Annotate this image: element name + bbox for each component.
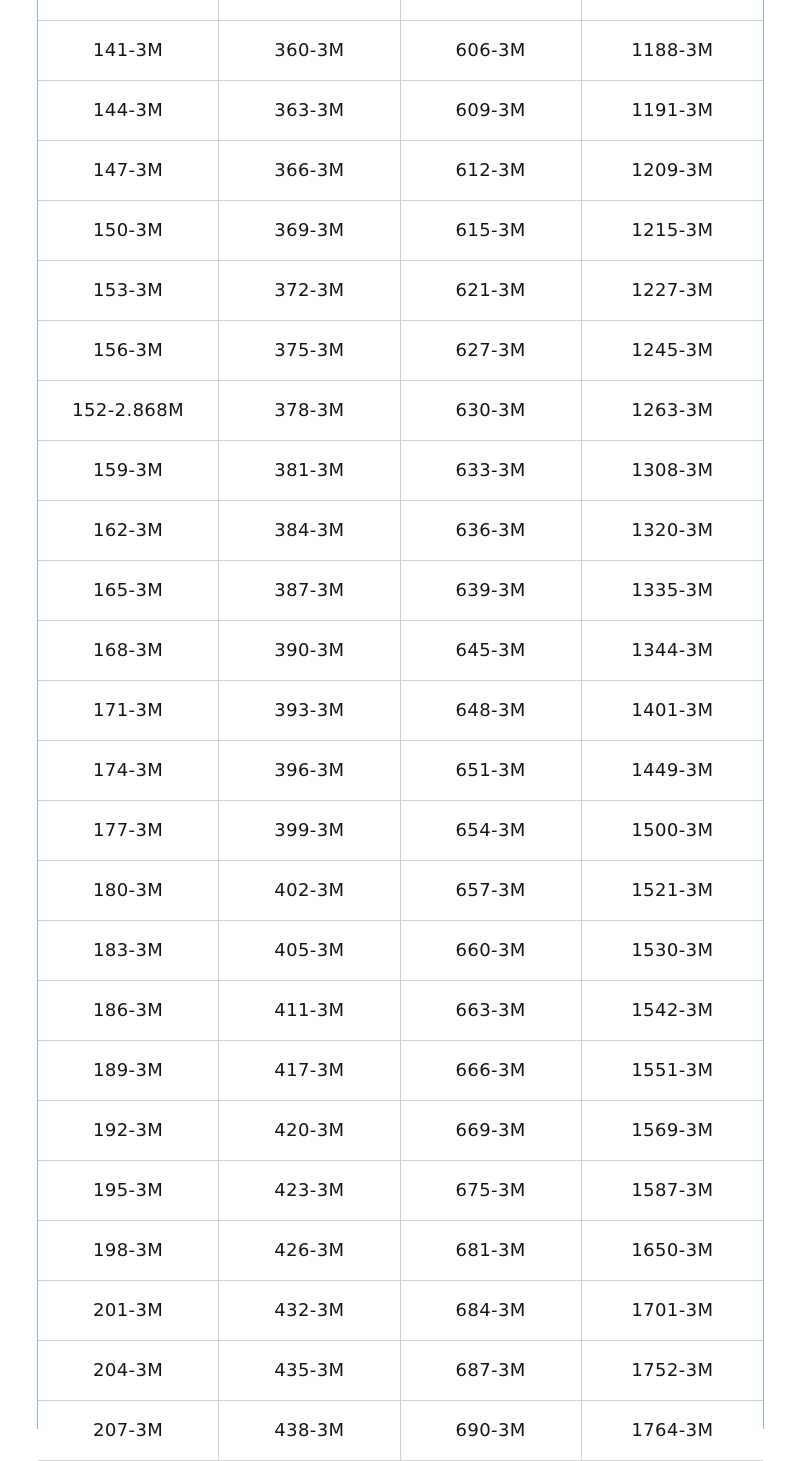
table-cell: 153-3M (38, 261, 219, 320)
table-row (38, 141, 763, 201)
table-cell: 630-3M (401, 381, 582, 440)
table-cell: 417-3M (219, 1041, 400, 1100)
table-row (38, 1281, 763, 1341)
table-cell: 1320-3M (631, 520, 714, 541)
table-cell: 621-3M (401, 261, 582, 320)
table-row (38, 0, 763, 21)
table-cell: 411-3M (219, 981, 400, 1040)
table-cell: 627-3M (401, 321, 582, 380)
table-cell: 1344-3M (631, 640, 714, 661)
table-cell: 663-3M (401, 981, 582, 1040)
table-cell: 1542-3M (631, 1000, 714, 1021)
table-row (38, 681, 763, 741)
table-row (38, 501, 763, 561)
table-cell: 1215-3M (631, 220, 714, 241)
table-cell: 1551-3M (631, 1060, 714, 1081)
table-cell: 1401-3M (631, 700, 714, 721)
table-cell: 201-3M (38, 1281, 219, 1340)
table-cell: 366-3M (219, 141, 400, 200)
table-cell: 633-3M (401, 441, 582, 500)
table-cell (38, 0, 219, 20)
table-cell: 150-3M (38, 201, 219, 260)
table-cell: 426-3M (219, 1221, 400, 1280)
table-row (38, 381, 763, 441)
table-cell: 384-3M (219, 501, 400, 560)
table-cell: 420-3M (219, 1101, 400, 1160)
table-row (38, 561, 763, 621)
table-cell: 372-3M (219, 261, 400, 320)
table-cell: 180-3M (38, 861, 219, 920)
table-cell: 1752-3M (631, 1360, 714, 1381)
table-cell: 639-3M (401, 561, 582, 620)
table-cell: 1530-3M (631, 940, 714, 961)
table-cell: 162-3M (38, 501, 219, 560)
table-row (38, 201, 763, 261)
table-row (38, 1041, 763, 1101)
table-cell: 612-3M (401, 141, 582, 200)
table-cell: 1209-3M (631, 160, 714, 181)
table-cell: 1188-3M (631, 40, 714, 61)
table-cell: 168-3M (38, 621, 219, 680)
table-cell: 186-3M (38, 981, 219, 1040)
table-cell: 1587-3M (631, 1180, 714, 1201)
table-cell: 174-3M (38, 741, 219, 800)
table-cell: 609-3M (401, 81, 582, 140)
table-cell: 393-3M (219, 681, 400, 740)
table-cell: 657-3M (401, 861, 582, 920)
table-cell: 1263-3M (631, 400, 714, 421)
table-cell: 1521-3M (631, 880, 714, 901)
table-cell (401, 0, 582, 20)
table-cell: 369-3M (219, 201, 400, 260)
table-cell: 405-3M (219, 921, 400, 980)
table-cell: 651-3M (401, 741, 582, 800)
table-cell: 159-3M (38, 441, 219, 500)
table-cell: 177-3M (38, 801, 219, 860)
table-row (38, 1161, 763, 1221)
table-row (38, 1341, 763, 1401)
table-row (38, 981, 763, 1041)
table-cell: 378-3M (219, 381, 400, 440)
table-cell: 387-3M (219, 561, 400, 620)
table-row (38, 321, 763, 381)
table-row (38, 621, 763, 681)
table-row (38, 861, 763, 921)
table-cell: 381-3M (219, 441, 400, 500)
table-cell: 396-3M (219, 741, 400, 800)
table-cell: 645-3M (401, 621, 582, 680)
table-cell: 687-3M (401, 1341, 582, 1400)
table-cell: 402-3M (219, 861, 400, 920)
table-cell: 675-3M (401, 1161, 582, 1220)
table-row (38, 1401, 763, 1461)
table-row (38, 261, 763, 321)
table-cell: 666-3M (401, 1041, 582, 1100)
table-row (38, 441, 763, 501)
table-cell: 648-3M (401, 681, 582, 740)
table-cell: 1191-3M (631, 100, 714, 121)
table-cell: 1245-3M (631, 340, 714, 361)
table-cell: 435-3M (219, 1341, 400, 1400)
table-cell: 654-3M (401, 801, 582, 860)
table-cell: 1650-3M (631, 1240, 714, 1261)
table-cell: 1335-3M (631, 580, 714, 601)
table-row (38, 81, 763, 141)
table-row (38, 1101, 763, 1161)
table-cell: 156-3M (38, 321, 219, 380)
table-cell: 432-3M (219, 1281, 400, 1340)
table-row (38, 1221, 763, 1281)
table-cell: 1569-3M (631, 1120, 714, 1141)
table-cell: 189-3M (38, 1041, 219, 1100)
table-cell: 375-3M (219, 321, 400, 380)
table-body (38, 0, 763, 1461)
table-cell: 684-3M (401, 1281, 582, 1340)
table-cell: 147-3M (38, 141, 219, 200)
table-cell: 690-3M (401, 1401, 582, 1460)
table-cell: 204-3M (38, 1341, 219, 1400)
table-cell: 606-3M (401, 21, 582, 80)
table-cell: 390-3M (219, 621, 400, 680)
table-cell: 192-3M (38, 1101, 219, 1160)
table-cell (582, 0, 763, 20)
table-cell: 141-3M (38, 21, 219, 80)
table-cell: 1500-3M (631, 820, 714, 841)
table-cell: 198-3M (38, 1221, 219, 1280)
table-cell: 144-3M (38, 81, 219, 140)
table-row (38, 921, 763, 981)
table-cell: 1764-3M (631, 1420, 714, 1441)
table-row (38, 741, 763, 801)
table-cell: 669-3M (401, 1101, 582, 1160)
table-cell: 183-3M (38, 921, 219, 980)
table-cell: 1449-3M (631, 760, 714, 781)
table-cell: 681-3M (401, 1221, 582, 1280)
table-row (38, 801, 763, 861)
table-cell: 1701-3M (631, 1300, 714, 1321)
table-cell: 207-3M (38, 1401, 219, 1460)
table-cell: 399-3M (219, 801, 400, 860)
table-cell: 1308-3M (631, 460, 714, 481)
product-table (37, 0, 764, 1441)
table-cell: 438-3M (219, 1401, 400, 1460)
table-cell: 165-3M (38, 561, 219, 620)
table-cell: 363-3M (219, 81, 400, 140)
table-cell: 636-3M (401, 501, 582, 560)
table-cell: 1227-3M (631, 280, 714, 301)
table-cell: 360-3M (219, 21, 400, 80)
table-cell: 171-3M (38, 681, 219, 740)
table-cell: 195-3M (38, 1161, 219, 1220)
table-cell: 423-3M (219, 1161, 400, 1220)
table-cell: 660-3M (401, 921, 582, 980)
table-row (38, 21, 763, 81)
table-cell: 615-3M (401, 201, 582, 260)
table-cell (219, 0, 400, 20)
table-cell: 152-2.868M (38, 381, 219, 440)
